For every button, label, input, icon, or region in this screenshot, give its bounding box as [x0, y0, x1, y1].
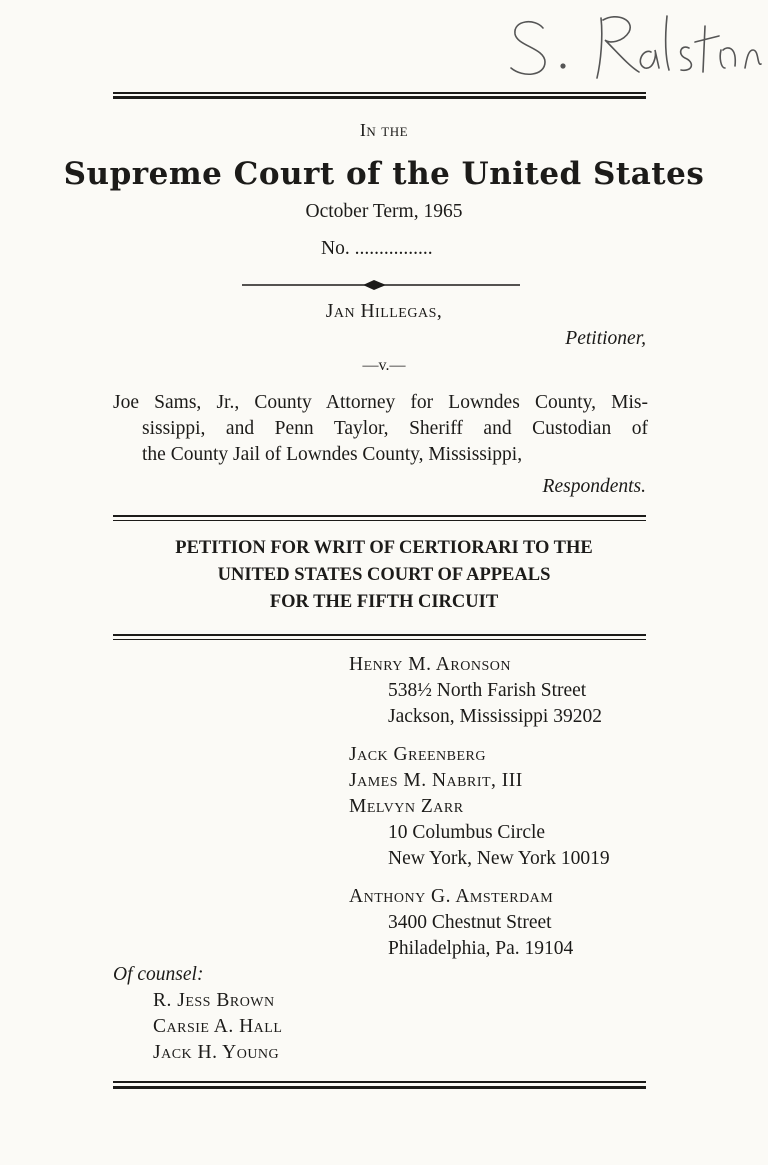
counsel-address: Jackson, Mississippi 39202 [388, 706, 602, 727]
counsel-name: Anthony G. Amsterdam [349, 886, 554, 907]
counsel-address: 3400 Chestnut Street [388, 912, 552, 933]
docket-number: No. ................ [321, 238, 433, 259]
of-counsel-name: Carsie A. Hall [153, 1016, 283, 1037]
counsel-address: 10 Columbus Circle [388, 822, 546, 843]
divider-rule-1b [113, 520, 646, 521]
bottom-rule-a [113, 1081, 646, 1083]
petition-title-line-2: UNITED STATES COURT OF APPEALS [217, 565, 551, 585]
respondents-line-1: Joe Sams, Jr., County Attorney for Lowndes County, Mis- [113, 392, 648, 413]
top-rule-thick [113, 96, 646, 99]
versus: —v.— [362, 357, 406, 374]
in-the-heading: In the [359, 120, 409, 140]
counsel-name: James M. Nabrit, III [349, 770, 523, 791]
court-name: Supreme Court of the United States [63, 156, 705, 192]
respondents-line-2: sissippi, and Penn Taylor, Sheriff and Custodian of [142, 418, 648, 439]
divider-rule-2b [113, 639, 646, 640]
handwritten-signature [505, 6, 768, 101]
counsel-address: New York, New York 10019 [388, 848, 610, 869]
counsel-address: 538½ North Farish Street [388, 680, 587, 701]
petitioner-name: Jan Hillegas, [325, 301, 443, 322]
ornamental-divider [242, 278, 520, 292]
of-counsel-name: R. Jess Brown [153, 990, 275, 1011]
respondents-line-3: the County Jail of Lowndes County, Mississippi, [142, 444, 523, 465]
counsel-address: Philadelphia, Pa. 19104 [388, 938, 574, 959]
term: October Term, 1965 [305, 201, 463, 222]
bottom-rule-b [113, 1086, 646, 1089]
petition-title-line-1: PETITION FOR WRIT OF CERTIORARI TO THE [175, 538, 593, 558]
counsel-name: Melvyn Zarr [349, 796, 464, 817]
divider-rule-1a [113, 515, 646, 517]
respondents-role: Respondents. [542, 476, 646, 497]
counsel-name: Jack Greenberg [349, 744, 486, 765]
top-rule [113, 92, 646, 94]
of-counsel-label: Of counsel: [113, 964, 204, 985]
counsel-name: Henry M. Aronson [349, 654, 511, 675]
petition-title-line-3: FOR THE FIFTH CIRCUIT [269, 592, 499, 612]
petitioner-role: Petitioner, [565, 328, 646, 349]
divider-rule-2a [113, 634, 646, 636]
of-counsel-name: Jack H. Young [153, 1042, 280, 1063]
